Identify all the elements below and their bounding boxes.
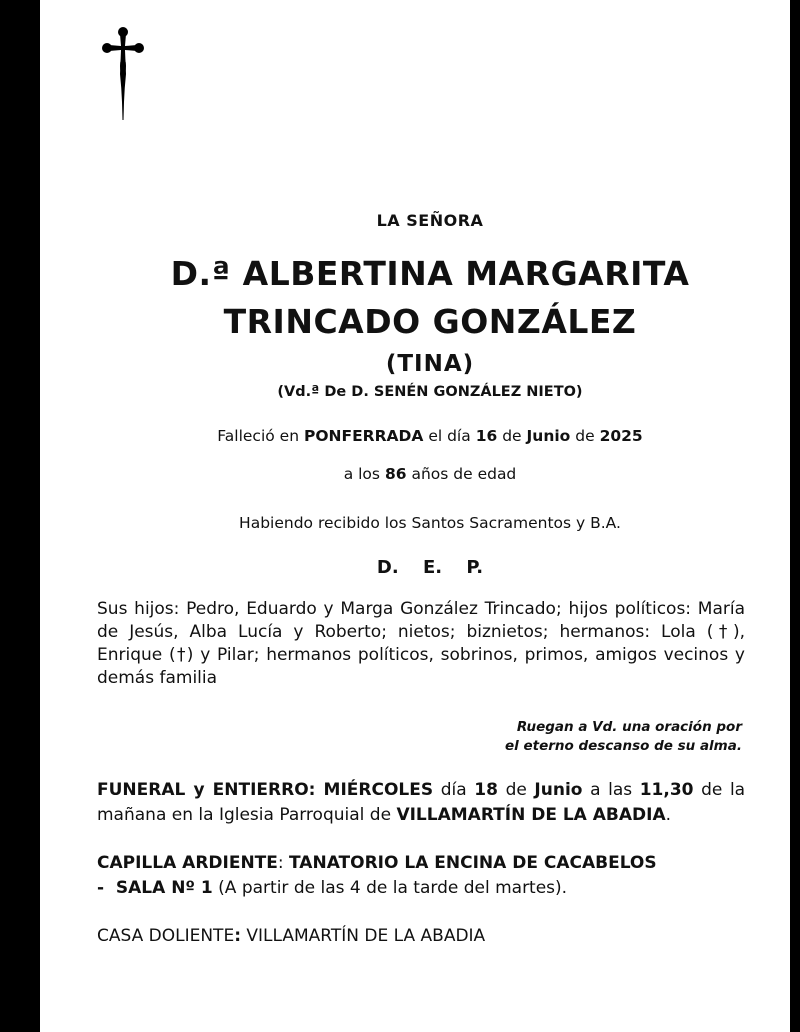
prayer-request [342, 718, 742, 756]
death-info [60, 427, 800, 445]
funeral-day: 18 [474, 780, 498, 800]
funeral-month: Junio [534, 780, 583, 800]
age-info [60, 465, 800, 483]
funeral-time: 11,30 [639, 780, 694, 800]
widow-of: (Vd.ª De D. SENÉN GONZÁLEZ NIETO) [277, 384, 583, 400]
funeral-text-2: de [505, 780, 527, 800]
chapel-label: CAPILLA ARDIENTE [97, 853, 278, 873]
house-label: CASA DOLIENTE [97, 926, 235, 946]
death-day: 16 [475, 427, 498, 445]
de-text-1: de [502, 427, 522, 445]
title-la-senora: LA SEÑORA [376, 211, 484, 230]
house-colon: : [234, 926, 241, 946]
deceased-name-line2: TRINCADO GONZÁLEZ [223, 302, 637, 341]
chapel-room: - SALA Nº 1 [97, 878, 213, 898]
chapel-line1 [97, 851, 745, 876]
chapel-place: TANATORIO LA ENCINA DE CACABELOS [289, 853, 657, 873]
house-place: VILLAMARTÍN DE LA ABADIA [246, 926, 486, 946]
age-prefix: a los [343, 465, 380, 483]
funeral-place: VILLAMARTÍN DE LA ABADIA [396, 805, 666, 825]
chapel-colon: : [277, 853, 284, 873]
house-line [97, 925, 745, 948]
funeral-end: . [665, 805, 672, 825]
left-border [0, 0, 40, 1032]
died-text: Falleció en [217, 427, 300, 445]
dep-line: D. E. P. [376, 557, 484, 578]
funeral-label: FUNERAL y ENTIERRO: MIÉRCOLES [97, 780, 434, 800]
de-text-2: de [575, 427, 595, 445]
deceased-nickname: (TINA) [385, 351, 475, 377]
sacraments-line: Habiendo recibido los Santos Sacramentos y B.A. [239, 514, 621, 532]
deceased-name-line1: D.ª ALBERTINA MARGARITA [170, 254, 690, 293]
age-suffix: años de edad [411, 465, 517, 483]
prayer-line2: el eterno descanso de su alma. [505, 738, 742, 754]
funeral-paragraph [97, 778, 745, 828]
funeral-text-3: a las [590, 780, 633, 800]
funeral-text-4: de la mañana en la Iglesia Parroquial de [97, 780, 746, 825]
cross-icon [101, 26, 145, 122]
death-month: Junio [526, 427, 571, 445]
funeral-text-1: día [440, 780, 467, 800]
prayer-line1: Ruegan a Vd. una oración por [516, 719, 742, 735]
chapel-paragraph [97, 851, 745, 901]
chapel-line2 [97, 876, 745, 901]
chapel-detail: (A partir de las 4 de la tarde del martes). [218, 878, 568, 898]
death-year: 2025 [599, 427, 643, 445]
death-place: PONFERRADA [303, 427, 424, 445]
age-years: 86 [384, 465, 407, 483]
family-paragraph: Sus hijos: Pedro, Eduardo y Marga González Trincado; hijos políticos: María de Jesús, Alba Lucía y Roberto; nietos; biznietos; hermanos: Lola (†), Enrique (†) y Pilar; hermanos políticos, sobrinos, primos, amigos vecinos y demás familia [97, 599, 745, 688]
day-text: el día [428, 427, 471, 445]
